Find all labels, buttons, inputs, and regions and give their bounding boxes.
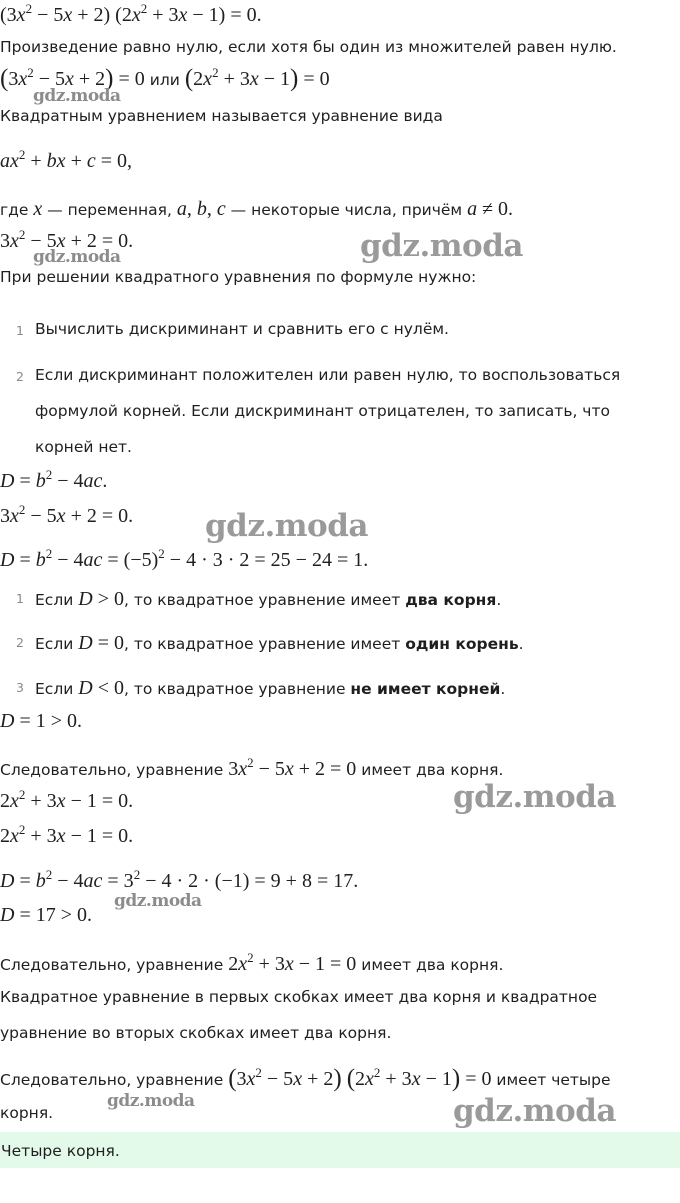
equation-first-factor: $3x^2 - 5x + 2 = 0$.: [0, 227, 134, 252]
conclusion-second-factor: Следовательно, уравнение $2x^2 + 3x - 1 = 0$ имеет два корня.: [0, 950, 504, 975]
watermark: gdz.moda: [453, 1093, 616, 1129]
list-item-continued: корней нет.: [35, 438, 132, 456]
quadratic-definition-text: Квадратным уравнением называется уравнение вида: [0, 107, 443, 125]
discriminant-calc-1: $D = b^2 - 4ac = (-5)^2 - 4 \cdot 3 \cdot 2 = 25 - 24 = 1$.: [0, 546, 369, 571]
discriminant-calc-2: $D = b^2 - 4ac = 3^2 - 4 \cdot 2 \cdot (-1) = 9 + 8 = 17$.: [0, 867, 359, 892]
discriminant-formula: $D = b^2 - 4ac$.: [0, 467, 108, 492]
equation-product: $(3x^2 - 5x + 2) (2x^2 + 3x - 1) = 0$.: [0, 1, 262, 26]
watermark: gdz.moda: [33, 86, 121, 106]
list-number: 2: [16, 369, 24, 384]
discriminant-result-2: D = 17 > 0.: [0, 904, 93, 926]
equation-first-factor-repeat: $3x^2 - 5x + 2 = 0$.: [0, 502, 134, 527]
general-quadratic-form: $ax^2$ + bx + c = 0,: [0, 147, 133, 172]
watermark: gdz.moda: [107, 1091, 195, 1111]
final-conclusion: Следовательно, уравнение $(3x^2 - 5x + 2) (2x^2 + 3x - 1) = 0$ имеет четыре: [0, 1065, 611, 1092]
conclusion-text-line: уравнение во вторых скобках имеет два корня.: [0, 1024, 392, 1042]
list-number: 1: [16, 591, 24, 606]
watermark: gdz.moda: [360, 228, 523, 264]
watermark: gdz.moda: [205, 508, 368, 544]
list-item-continued: формулой корней. Если дискриминант отрицателен, то записать, что: [35, 402, 610, 420]
list-number: 2: [16, 635, 24, 650]
variable-description: где x — переменная, a, b, c — некоторые числа, причём a ≠ 0.: [0, 198, 514, 220]
list-number: 1: [16, 323, 24, 338]
list-item: Если D = 0, то квадратное уравнение имеет один корень.: [35, 632, 524, 654]
conclusion-text-line: Квадратное уравнение в первых скобках имеет два корня и квадратное: [0, 988, 598, 1006]
solve-intro-text: При решении квадратного уравнения по формуле нужно:: [0, 268, 477, 286]
answer-text: Четыре корня.: [1, 1142, 120, 1160]
watermark: gdz.moda: [33, 247, 121, 267]
list-item: Если D > 0, то квадратное уравнение имеет два корня.: [35, 588, 502, 610]
list-item: Если D < 0, то квадратное уравнение не имеет корней.: [35, 677, 506, 699]
answer-box: [0, 1132, 680, 1168]
equation-split: $(3x^2 - 5x + 2) = 0$ или $(2x^2 + 3x - 1) = 0$: [0, 65, 330, 92]
final-conclusion-continued: корня.: [0, 1104, 54, 1122]
equation-second-factor: $2x^2 + 3x - 1 = 0$.: [0, 787, 134, 812]
discriminant-result-1: D = 1 > 0.: [0, 710, 83, 732]
list-item: Если дискриминант положителен или равен нулю, то воспользоваться: [35, 366, 621, 384]
product-rule-text: Произведение равно нулю, если хотя бы один из множителей равен нулю.: [0, 38, 617, 56]
conclusion-first-factor: Следовательно, уравнение $3x^2 - 5x + 2 = 0$ имеет два корня.: [0, 755, 504, 780]
watermark: gdz.moda: [453, 779, 616, 815]
list-number: 3: [16, 680, 24, 695]
watermark: gdz.moda: [114, 891, 202, 911]
list-item: Вычислить дискриминант и сравнить его с нулём.: [35, 320, 449, 338]
equation-second-factor-repeat: $2x^2 + 3x - 1 = 0$.: [0, 822, 134, 847]
